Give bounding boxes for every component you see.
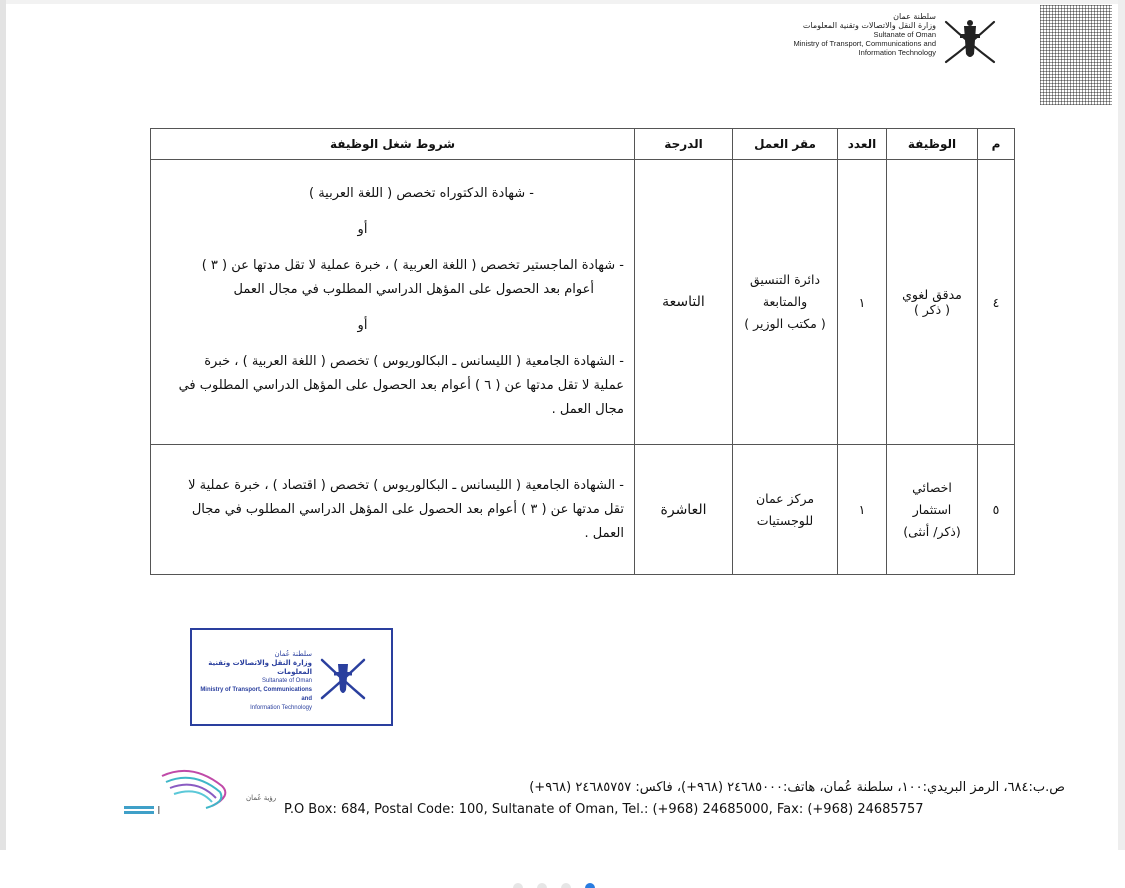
cell-conditions [151, 160, 635, 445]
location-line: مركز عمان [755, 490, 815, 506]
condition-or: أو [357, 318, 368, 333]
condition-line: أعوام بعد الحصول على المؤهل الدراسي المطلوب في مجال العمل [233, 282, 594, 297]
job-gender: ( ذكر ) [913, 302, 951, 317]
condition-line: - شهادة الماجستير تخصص ( اللغة العربية ) ، خبرة عملية لا تقل مدتها عن ( ٣ ) [201, 258, 624, 273]
table-row [151, 160, 1015, 445]
condition-line: - الشهادة الجامعية ( الليسانس ـ البكالوريوس ) تخصص ( اقتصاد ) ، خبرة عملية لا [188, 477, 624, 493]
header-en-line2: Ministry of Transport, Communications and [793, 39, 936, 48]
cell-location [733, 160, 838, 445]
condition-line: مجال العمل . [551, 402, 624, 417]
col-header-location: مقر العمل [733, 129, 838, 160]
stamp-emblem-icon [318, 654, 368, 704]
official-stamp [190, 628, 393, 726]
stamp-en-line1: Sultanate of Oman [261, 678, 312, 684]
ministry-header-logo [726, 12, 1016, 68]
cell-job [887, 160, 978, 445]
cell-count: ١ [838, 445, 887, 575]
job-gender: (ذكر/ أنثى) [903, 523, 961, 539]
cell-location [733, 445, 838, 575]
col-header-grade: الدرجة [635, 129, 733, 160]
header-ar-line1: سلطنة عمان [893, 12, 936, 21]
oman-vision-logo [122, 762, 270, 822]
table-row [151, 445, 1015, 575]
location-line: ( مكتب الوزير ) [744, 316, 826, 331]
condition-line: العمل . [584, 525, 624, 541]
job-title: مدقق لغوي [902, 287, 962, 302]
footer-address-arabic: ص.ب:٦٨٤، الرمز البريدي:١٠٠، سلطنة عُمان، هاتف:٢٤٦٨٥٠٠٠ (٩٦٨+)، فاكس: ٢٤٦٨٥٧٥٧ (٩٦٨+) [529, 780, 1065, 795]
job-title: استثمار [912, 501, 952, 517]
col-header-num: م [978, 129, 1015, 160]
ministry-header-text [793, 12, 936, 57]
cell-grade: العاشرة [635, 445, 733, 575]
header-en-line3: Information Technology [858, 48, 936, 57]
stamp-en-line2: Ministry of Transport, Communications and [200, 687, 312, 702]
page-indicator-dots[interactable] [510, 878, 620, 888]
cell-job [887, 445, 978, 575]
col-header-job: الوظيفة [887, 129, 978, 160]
footer-address-english: P.O Box: 684, Postal Code: 100, Sultanate of Oman, Tel.: (+968) 24685000, Fax: (+968) 24685757 [284, 802, 924, 817]
job-title: اخصائي [912, 479, 952, 495]
condition-line: - الشهادة الجامعية ( الليسانس ـ البكالوريوس ) تخصص ( اللغة العربية ) ، خبرة [204, 354, 624, 369]
col-header-count: العدد [838, 129, 887, 160]
cell-num: ٤ [978, 160, 1015, 445]
location-line: دائرة التنسيق [749, 272, 821, 287]
cell-num: ٥ [978, 445, 1015, 575]
condition-line: تقل مدتها عن ( ٣ ) أعوام بعد الحصول على المؤهل الدراسي المطلوب في مجال [191, 501, 624, 517]
condition-line: - شهادة الدكتوراه تخصص ( اللغة العربية ) [309, 186, 534, 201]
viewer-right-edge [1118, 0, 1125, 850]
location-line: والمتابعة [762, 294, 808, 309]
jobs-table [150, 128, 1015, 575]
col-header-conditions: شروط شغل الوظيفة [151, 129, 635, 160]
stamp-text [192, 650, 312, 713]
document-barcode-pattern [1040, 5, 1112, 105]
condition-or: أو [357, 222, 368, 237]
vision-logo-text: رؤية عُمان [246, 794, 277, 802]
stamp-en-line3: Information Technology [250, 705, 312, 711]
cell-count: ١ [838, 160, 887, 445]
stamp-ar-line2: وزارة النقل والاتصالات وتقنية المعلومات [208, 659, 312, 676]
oman-emblem-icon [940, 14, 1000, 68]
header-en-line1: Sultanate of Oman [873, 30, 936, 39]
stamp-ar-line1: سلطنة عُمان [274, 650, 312, 658]
cell-conditions [151, 445, 635, 575]
condition-line: عملية لا تقل مدتها عن ( ٦ ) أعوام بعد الحصول على المؤهل الدراسي المطلوب في [178, 378, 624, 393]
table-header-row [151, 129, 1015, 160]
location-line: للوجستيات [756, 512, 814, 528]
header-ar-line2: وزارة النقل والاتصالات وتقنية المعلومات [802, 21, 936, 30]
cell-grade: التاسعة [635, 160, 733, 445]
